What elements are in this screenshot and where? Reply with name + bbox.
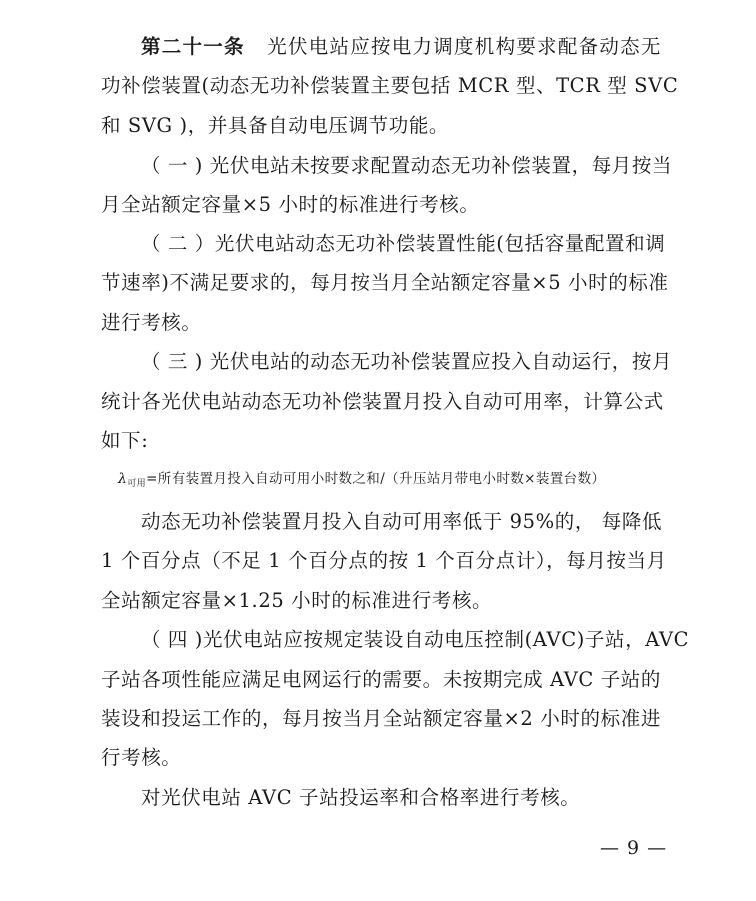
item-3-line-1: （ 三 ) 光伏电站的动态无功补偿装置应投入自动运行，按月: [141, 350, 673, 373]
item-4-line-2: 子站各项性能应满足电网运行的需要。未按期完成 AVC 子站的: [101, 668, 662, 691]
availability-rule-line-3: 全站额定容量×1.25 小时的标准进行考核。: [101, 589, 493, 612]
closing-line: 对光伏电站 AVC 子站投运率和合格率进行考核。: [141, 786, 581, 809]
formula-subscript: 可用: [127, 479, 147, 489]
article-intro-text: 光伏电站应按电力调度机构要求配备动态无: [267, 35, 661, 58]
article-21-line-3: 和 SVG )，并具备自动电压调节功能。: [101, 114, 450, 137]
availability-rule-line-2: 1 个百分点（不足 1 个百分点的按 1 个百分点计），每月按当月: [101, 549, 667, 572]
item-3-line-3: 如下:: [101, 429, 149, 452]
item-2-line-3: 进行考核。: [101, 311, 202, 334]
item-1-line-1: （ 一 ) 光伏电站未按要求配置动态无功补偿装置，每月按当: [141, 154, 673, 177]
item-4-line-4: 行考核。: [101, 746, 182, 769]
article-21-line-2: 功补偿装置(动态无功补偿装置主要包括 MCR 型、TCR 型 SVC: [101, 74, 679, 97]
article-number: 第二十一条: [141, 35, 245, 58]
item-4-line-1: （ 四 )光伏电站应按规定装设自动电压控制(AVC)子站，AVC: [141, 628, 690, 651]
formula-expression: =所有装置月投入自动可用小时数之和/（升压站月带电小时数×装置台数）: [146, 471, 606, 487]
item-2-line-2: 节速率)不满足要求的，每月按当月全站额定容量×5 小时的标准: [101, 271, 669, 294]
availability-formula: [118, 470, 605, 493]
item-4-line-3: 装设和投运工作的，每月按当月全站额定容量×2 小时的标准进: [101, 707, 661, 730]
availability-rule-line-1: 动态无功补偿装置月投入自动可用率低于 95%的， 每降低: [141, 510, 663, 533]
formula-symbol: λ: [118, 471, 128, 487]
article-21-line-1: [141, 35, 661, 59]
item-2-line-1: （ 二 ）光伏电站动态无功补偿装置性能(包括容量配置和调: [141, 232, 666, 255]
item-1-line-2: 月全站额定容量×5 小时的标准进行考核。: [101, 193, 480, 216]
item-3-line-2: 统计各光伏电站动态无功补偿装置月投入自动可用率，计算公式: [101, 390, 664, 413]
page-number: — 9 —: [600, 837, 668, 859]
